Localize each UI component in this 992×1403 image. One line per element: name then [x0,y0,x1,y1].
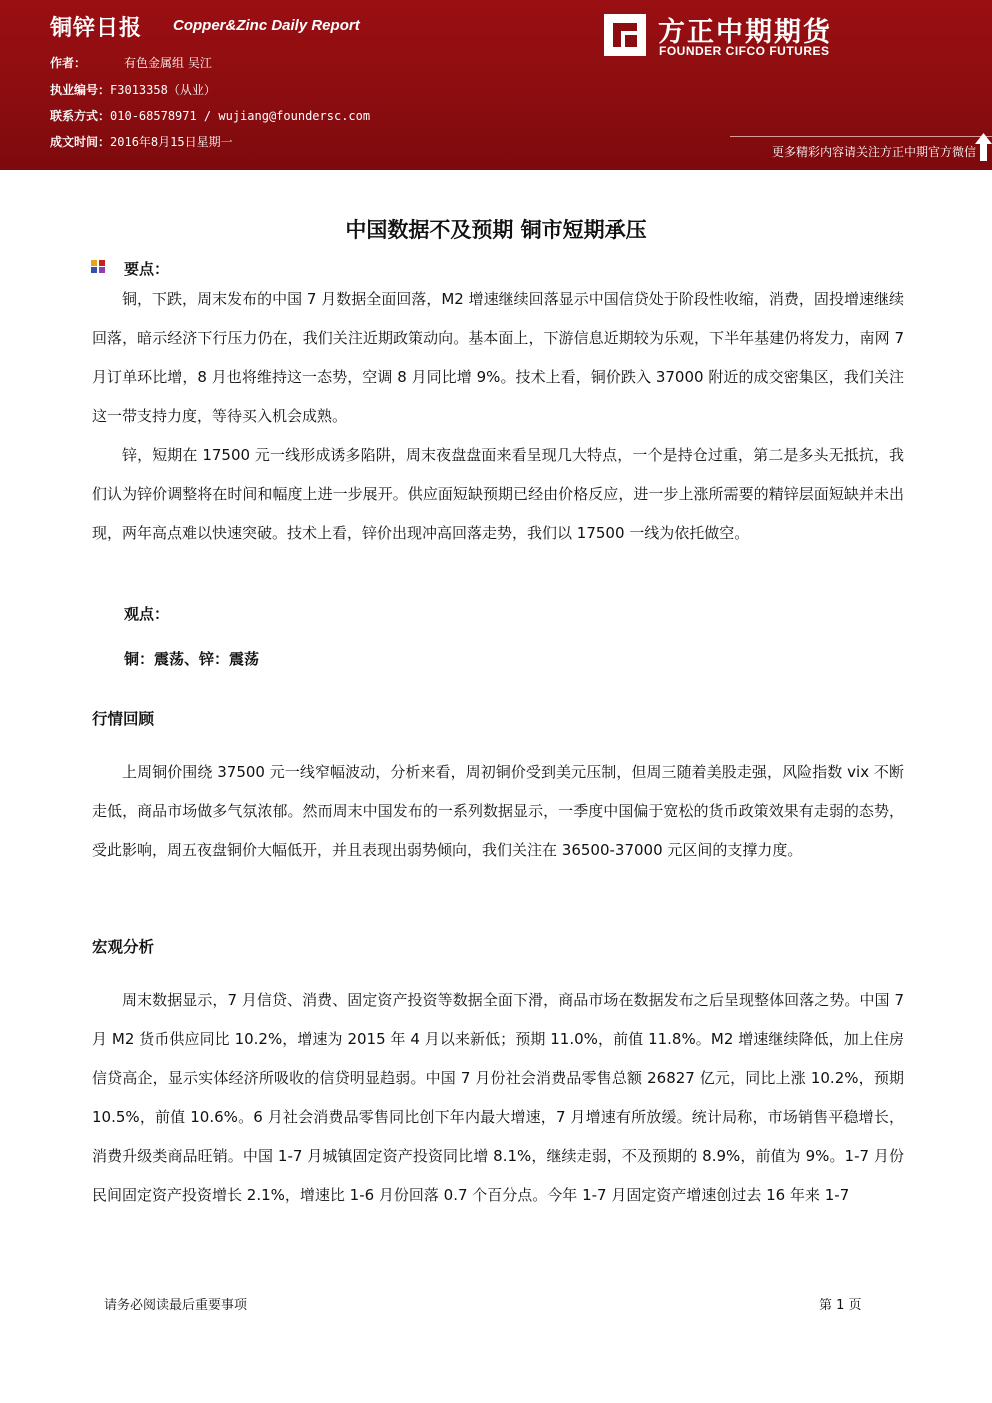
report-header [0,0,992,170]
logo-chinese-name: 方正中期期货 [658,17,832,48]
copper-paragraph: 铜，下跌，周末发布的中国 7 月数据全面回落，M2 增速继续回落显示中国信贷处于阶段性收缩，消费，固投增速继续回落，暗示经济下行压力仍在，我们关注近期政策动向。基本面上，下游信息近期较为乐观，下半年基建仍将发力，南网 7 月订单环比增，8 月也将维持这一态势，空调 8 月同比增 9%。技术上看，铜价跌入 37000 附近的成交密集区，我们关注这一带支持力度，等待买入机会成熟。 [92,290,904,425]
date-value: 2016年8月15日星期一 [110,135,233,149]
up-arrow-icon [975,133,992,161]
date-row [50,133,233,150]
report-subtitle: Copper&Zinc Daily Report [173,17,360,34]
author-label: 作者： [50,56,87,70]
view-heading: 观点： [124,605,170,623]
header-divider [730,136,992,137]
company-logo [604,8,864,60]
report-title: 铜锌日报 [50,16,143,41]
date-label: 成文时间： [50,135,111,149]
author-row [50,54,212,71]
contact-label: 联系方式： [50,109,111,123]
document-title: 中国数据不及预期 铜市短期承压 [345,218,647,242]
footer-notice: 请务必阅读最后重要事项 [104,1298,248,1313]
wechat-note: 更多精彩内容请关注方正中期官方微信 [771,145,976,159]
zinc-paragraph: 锌，短期在 17500 元一线形成诱多陷阱，周末夜盘盘面来看呈现几大特点，一个是持仓过重，第二是多头无抵抗，我们认为锌价调整将在时间和幅度上进一步展开。供应面短缺预期已经由价格反应，进一步上涨所需要的精锌层面短缺并未出现，两年高点难以快速突破。技术上看，锌价出现冲高回落走势，我们以 17500 一线为依托做空。 [92,446,904,542]
license-row [50,81,216,98]
license-value: F3013358（从业） [110,83,216,97]
author-value: 有色金属组 吴江 [124,56,212,70]
logo-english-name: FOUNDER CIFCO FUTURES [659,44,830,58]
license-label: 执业编号： [50,83,111,97]
view-text: 铜：震荡、锌：震荡 [124,650,260,668]
contact-value[interactable]: 010-68578971 / wujiang@foundersc.com [110,109,371,123]
founder-logo-icon [604,14,646,56]
macro-analysis-paragraph: 周末数据显示，7 月信贷、消费、固定资产投资等数据全面下滑，商品市场在数据发布之后呈现整体回落之势。中国 7 月 M2 货币供应同比 10.2%，增速为 2015 年 4 月以来新低；预期 11.0%，前值 11.8%。M2 增速继续降低，加上住房信贷高企，显示实体经济所吸收的信贷明显趋弱。中国 7 月份社会消费品零售总额 26827 亿元，同比上涨 10.2%，预期 10.5%，前值 10.6%。6 月社会消费品零售同比创下年内最大增速，7 月增速有所放缓。统计局称，市场销售平稳增长，消费升级类商品旺销。中国 1-7 月城镇固定资产投资同比增 8.1%，继续走弱，不及预期的 8.9%，前值为 9%。1-7 月份民间固定资产投资增长 2.1%，增速比 1-6 月份回落 0.7 个百分点。今年 1-7 月固定资产增速创过去 16 年来 1-7 [92,991,904,1204]
macro-analysis-heading: 宏观分析 [92,938,155,956]
page-number: 第 1 页 [819,1298,862,1313]
diamond-bullet-icon [89,258,107,274]
contact-row [50,107,370,124]
market-review-paragraph: 上周铜价围绕 37500 元一线窄幅波动，分析来看，周初铜价受到美元压制，但周三随着美股走强，风险指数 vix 不断走低，商品市场做多气氛浓郁。然而周末中国发布的一系列数据显示，一季度中国偏于宽松的货币政策效果有走弱的态势，受此影响，周五夜盘铜价大幅低开，并且表现出弱势倾向，我们关注在 36500-37000 元区间的支撑力度。 [92,763,904,859]
market-review-heading: 行情回顾 [92,710,155,728]
key-points-heading: 要点： [124,260,170,278]
